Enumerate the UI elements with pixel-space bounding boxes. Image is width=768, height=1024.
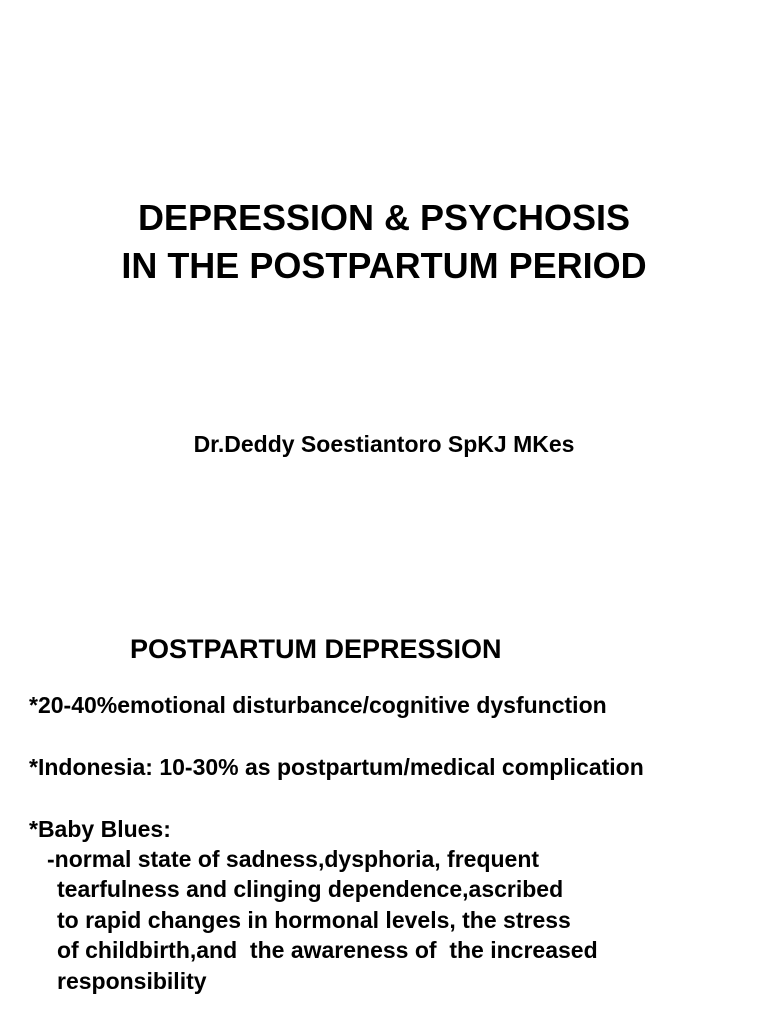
- bullet-baby-blues: *Baby Blues:: [29, 816, 171, 842]
- baby-blues-line-1: -normal state of sadness,dysphoria, frequent: [47, 846, 540, 872]
- bullet-indonesia: *Indonesia: 10-30% as postpartum/medical complication: [29, 754, 644, 780]
- title-line-2: IN THE POSTPARTUM PERIOD: [121, 245, 647, 286]
- bullet-prevalence: *20-40%emotional disturbance/cognitive dysfunction: [29, 692, 607, 718]
- slide-title: [0, 194, 768, 290]
- author-name: Dr.Deddy Soestiantoro SpKJ MKes: [193, 431, 575, 457]
- baby-blues-line-3: to rapid changes in hormonal levels, the stress: [57, 907, 571, 933]
- baby-blues-line-2: tearfulness and clinging dependence,ascribed: [57, 876, 564, 902]
- baby-blues-line-4: of childbirth,and the awareness of the increased: [57, 937, 598, 963]
- baby-blues-line-5: responsibility: [57, 968, 207, 994]
- title-line-1: DEPRESSION & PSYCHOSIS: [137, 197, 631, 238]
- section-heading: POSTPARTUM DEPRESSION: [130, 634, 502, 664]
